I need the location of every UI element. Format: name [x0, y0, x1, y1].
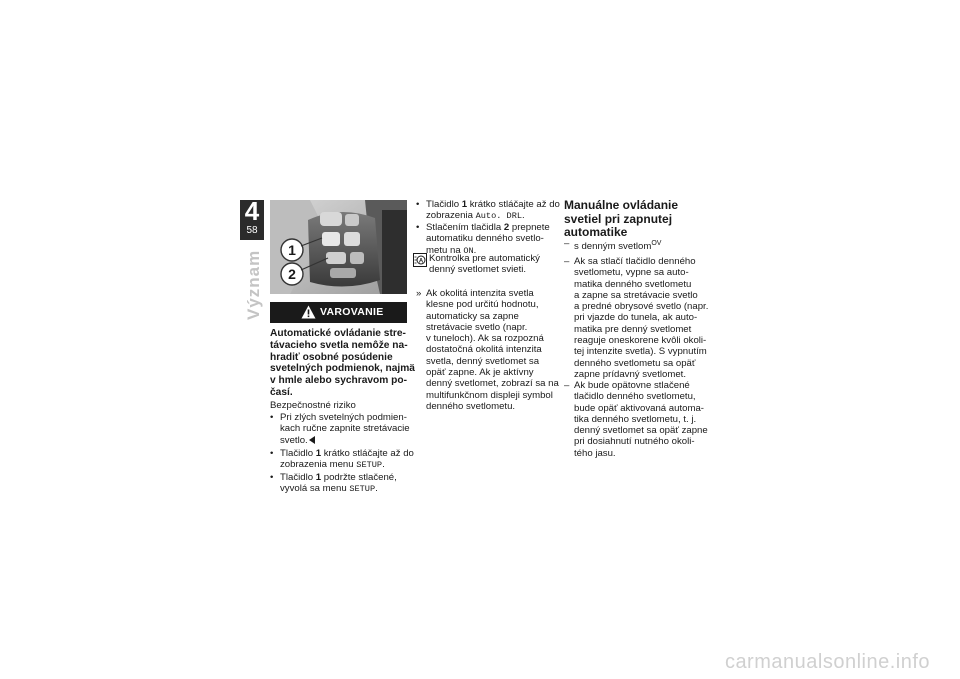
warning-heading: Automatické ovládanie stre- távacieho svetla nemôže na- hradiť osobné posúdenie svetelných podmienok, najmä v hmle alebo sychravom po- časí.	[270, 328, 415, 398]
svg-text:A: A	[418, 258, 424, 265]
drl-auto-indicator-icon	[413, 253, 427, 267]
warning-banner	[270, 302, 407, 323]
warning-triangle-icon	[301, 305, 316, 319]
chapter-number: 4	[244, 196, 260, 226]
callout-2: 2	[288, 266, 296, 282]
risk-label: Bezpečnostné riziko	[270, 400, 356, 411]
page-number: 58	[246, 225, 258, 236]
watermark: carmanualsonline.info	[724, 651, 930, 673]
handlebar-switch-photo	[270, 200, 407, 294]
section-heading: Manuálne ovládanie svetiel pri zapnutej automatike	[564, 198, 679, 239]
warning-label: VAROVANIE	[320, 306, 384, 318]
callout-1: 1	[288, 242, 296, 258]
chapter-title: Význam	[244, 249, 263, 320]
indicator-note: Kontrolka pre automatický denný svetlomet svieti.	[429, 253, 540, 276]
end-of-warning-icon	[309, 436, 315, 444]
